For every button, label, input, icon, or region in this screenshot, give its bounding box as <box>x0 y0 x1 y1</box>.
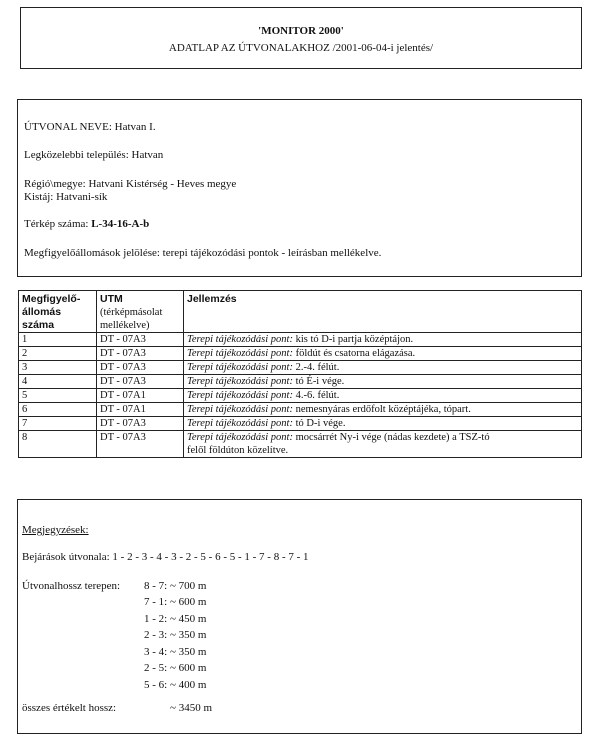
segment-length-row: 3 - 4: ~ 350 m <box>144 646 207 658</box>
total-length-value: ~ 3450 m <box>170 702 213 714</box>
segment-length-row: 8 - 7: ~ 700 m <box>144 580 207 592</box>
map-number-value: L-34-16-A-b <box>91 218 150 230</box>
table-row <box>19 431 582 458</box>
station-description: Terepi tájékozódási pont: tó É-i vége. <box>184 375 582 389</box>
region-line <box>24 178 236 190</box>
route-name-label: ÚTVONAL NEVE: <box>24 121 112 133</box>
table-header-row <box>19 291 582 333</box>
station-description: Terepi tájékozódási pont: nemesnyáras erdőfolt középtájéka, tópart. <box>184 403 582 417</box>
utm-code: DT - 07A3 <box>97 431 184 458</box>
table-row <box>19 347 582 361</box>
utm-code: DT - 07A3 <box>97 361 184 375</box>
station-column-header: Megfigyelő- állomás száma <box>19 291 97 333</box>
region-value: Hatvani Kistérség - Heves megye <box>88 178 237 190</box>
utm-code: DT - 07A3 <box>97 417 184 431</box>
visits-label: Bejárások útvonala: <box>22 551 110 563</box>
nearest-settlement-line <box>24 149 163 161</box>
utm-code: DT - 07A3 <box>97 347 184 361</box>
stations-note: Megfigyelőállomások jelölése: terepi tájékozódási pontok - leírásban mellékelve. <box>24 247 382 259</box>
segment-length-row: 2 - 5: ~ 600 m <box>144 662 207 674</box>
segment-length-row: 5 - 6: ~ 400 m <box>144 679 207 691</box>
station-description: Terepi tájékozódási pont: kis tó D-i partja középtájon. <box>184 333 582 347</box>
segment-length-row: 1 - 2: ~ 450 m <box>144 613 207 625</box>
station-number: 5 <box>19 389 97 403</box>
station-number: 8 <box>19 431 97 458</box>
utm-code: DT - 07A3 <box>97 375 184 389</box>
table-row <box>19 333 582 347</box>
total-length-label: összes értékelt hossz: <box>22 702 117 714</box>
station-number: 4 <box>19 375 97 389</box>
length-label: Útvonalhossz terepen: <box>22 580 121 592</box>
notes-heading: Megjegyzések: <box>22 524 89 536</box>
utm-code: DT - 07A1 <box>97 403 184 417</box>
station-description: Terepi tájékozódási pont: 4.-6. félút. <box>184 389 582 403</box>
document-title: 'MONITOR 2000' <box>258 25 344 37</box>
stations-table <box>18 290 582 458</box>
header-box <box>20 7 582 69</box>
landscape-label: Kistáj: <box>24 191 54 203</box>
station-description: Terepi tájékozódási pont: tó D-i vége. <box>184 417 582 431</box>
table-row <box>19 417 582 431</box>
utm-code: DT - 07A1 <box>97 389 184 403</box>
description-column-header: Jellemzés <box>184 291 582 333</box>
visits-line <box>22 551 309 563</box>
landscape-line <box>24 191 107 203</box>
utm-code: DT - 07A3 <box>97 333 184 347</box>
utm-column-header: UTM (térképmásolat mellékelve) <box>97 291 184 333</box>
visits-value: 1 - 2 - 3 - 4 - 3 - 2 - 5 - 6 - 5 - 1 - 7 - 8 - 7 - 1 <box>112 551 309 563</box>
station-description: Terepi tájékozódási pont: földút és csatorna elágazása. <box>184 347 582 361</box>
table-row <box>19 389 582 403</box>
table-row <box>19 361 582 375</box>
nearest-settlement-value: Hatvan <box>131 149 164 161</box>
route-name-line <box>24 121 156 133</box>
station-description: Terepi tájékozódási pont: 2.-4. félút. <box>184 361 582 375</box>
station-number: 7 <box>19 417 97 431</box>
segment-length-row: 2 - 3: ~ 350 m <box>144 629 207 641</box>
segment-length-row: 7 - 1: ~ 600 m <box>144 596 207 608</box>
nearest-settlement-label: Legközelebbi település: <box>24 149 129 161</box>
notes-box <box>17 499 582 734</box>
station-number: 6 <box>19 403 97 417</box>
station-description: Terepi tájékozódási pont: mocsárrét Ny-i vége (nádas kezdete) a TSZ-tó felől földúton közelítve. <box>184 431 582 458</box>
station-number: 2 <box>19 347 97 361</box>
table-row <box>19 403 582 417</box>
document-subtitle: ADATLAP AZ ÚTVONALAKHOZ /2001-06-04-i jelentés/ <box>168 42 434 54</box>
station-number: 1 <box>19 333 97 347</box>
region-label: Régió\megye: <box>24 178 86 190</box>
station-number: 3 <box>19 361 97 375</box>
map-number-label: Térkép száma: <box>24 218 89 230</box>
map-number-line <box>24 218 149 230</box>
route-info-box <box>17 99 582 277</box>
table-row <box>19 375 582 389</box>
route-name-value: Hatvan I. <box>114 121 156 133</box>
landscape-value: Hatvani-sík <box>56 191 108 203</box>
